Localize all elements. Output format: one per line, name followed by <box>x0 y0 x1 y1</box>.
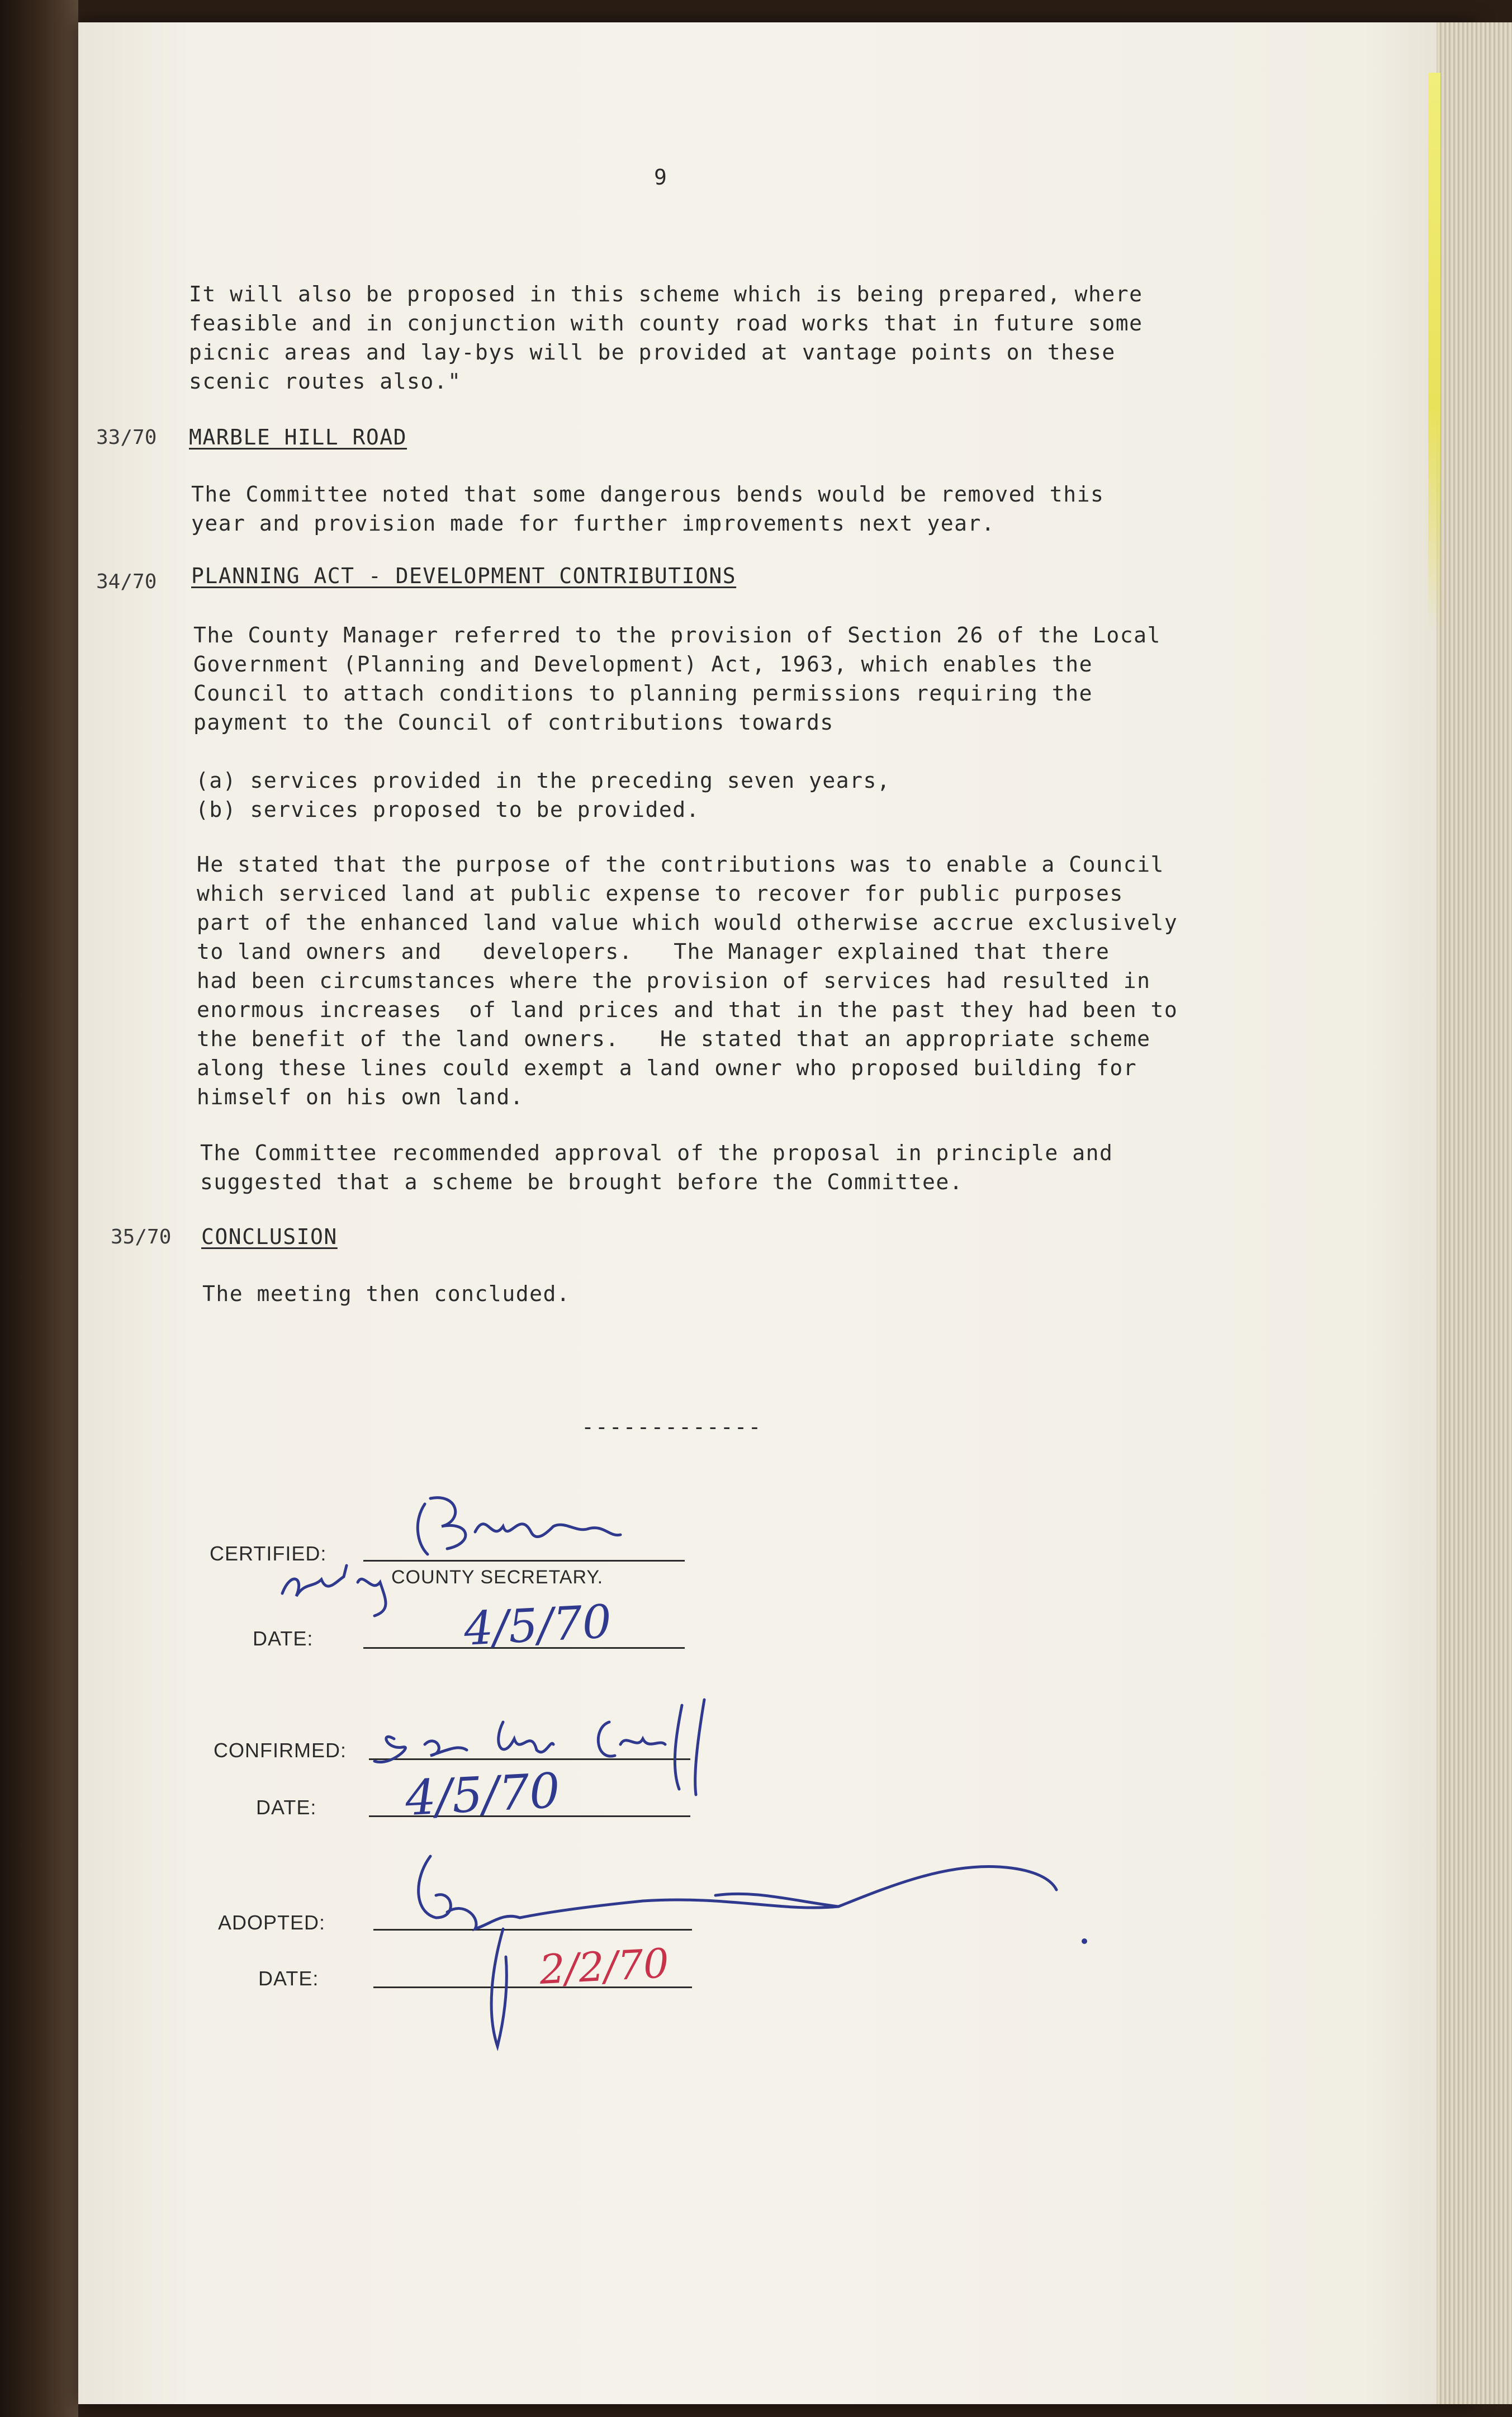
paragraph-line: suggested that a scheme be brought before the Committee. <box>200 1170 964 1194</box>
ink-dot <box>1082 1938 1087 1944</box>
acting-handwriting <box>282 1565 386 1616</box>
list-item-b: (b) services proposed to be provided. <box>196 797 700 822</box>
date-label-adopted: DATE: <box>258 1967 319 1990</box>
certified-label: CERTIFIED: <box>210 1542 327 1565</box>
paragraph-line: had been circumstances where the provision of services had resulted in <box>197 968 1151 993</box>
section-number-34-70: 34/70 <box>96 570 157 593</box>
paragraph-line: He stated that the purpose of the contributions was to enable a Council <box>197 852 1164 877</box>
section-heading-marble-hill-road: MARBLE HILL ROAD <box>189 425 407 450</box>
paragraph-line: The Committee recommended approval of the proposal in principle and <box>200 1141 1113 1165</box>
intro-line-4: scenic routes also." <box>189 369 462 394</box>
certified-signature <box>418 1498 620 1554</box>
paragraph-line: The Committee noted that some dangerous bends would be removed this <box>191 482 1105 507</box>
confirmed-label: CONFIRMED: <box>214 1739 347 1762</box>
paragraph-line: enormous increases of land prices and that in the past they had been to <box>197 997 1178 1022</box>
paragraph-line: The meeting then concluded. <box>202 1281 571 1306</box>
page-number: 9 <box>654 165 667 190</box>
paragraph-line: the benefit of the land owners. He stated that an appropriate scheme <box>197 1027 1151 1051</box>
section-heading-conclusion: CONCLUSION <box>201 1224 338 1249</box>
paragraph-line: The County Manager referred to the provision of Section 26 of the Local <box>193 623 1161 647</box>
adopted-label: ADOPTED: <box>218 1911 326 1934</box>
paragraph-line: to land owners and developers. The Manager explained that there <box>197 939 1110 964</box>
intro-line-3: picnic areas and lay-bys will be provided at vantage points on these <box>189 340 1116 365</box>
certified-date-handwritten: 4/5/70 <box>462 1595 613 1656</box>
date-label-confirmed: DATE: <box>256 1796 317 1819</box>
adopted-date-handwritten: 2/2/70 <box>538 1939 670 1994</box>
section-heading-planning-act: PLANNING ACT - DEVELOPMENT CONTRIBUTIONS <box>191 564 737 588</box>
paragraph-line: part of the enhanced land value which would otherwise accrue exclusively <box>197 910 1178 935</box>
date-label-certified: DATE: <box>253 1627 314 1650</box>
paragraph-line: himself on his own land. <box>197 1085 524 1109</box>
paragraph-line: which serviced land at public expense to recover for public purposes <box>197 881 1124 906</box>
adopted-signature <box>419 1856 1056 2046</box>
county-secretary-label: COUNTY SECRETARY. <box>391 1567 604 1588</box>
confirmed-date-handwritten: 4/5/70 <box>404 1762 562 1827</box>
separator: ------------- <box>581 1415 762 1439</box>
paragraph-line: along these lines could exempt a land owner who proposed building for <box>197 1056 1137 1080</box>
paragraph-line: Government (Planning and Development) Act, 1963, which enables the <box>193 652 1093 677</box>
section-number-33-70: 33/70 <box>96 426 157 449</box>
paragraph-line: payment to the Council of contributions towards <box>193 710 834 735</box>
intro-line-2: feasible and in conjunction with county road works that in future some <box>189 311 1143 335</box>
intro-line-1: It will also be proposed in this scheme which is being prepared, where <box>189 282 1143 306</box>
list-item-a: (a) services provided in the preceding seven years, <box>196 768 891 793</box>
paragraph-line: Council to attach conditions to planning permissions requiring the <box>193 681 1093 706</box>
section-number-35-70: 35/70 <box>111 1226 172 1248</box>
paragraph-line: year and provision made for further improvements next year. <box>191 511 996 536</box>
